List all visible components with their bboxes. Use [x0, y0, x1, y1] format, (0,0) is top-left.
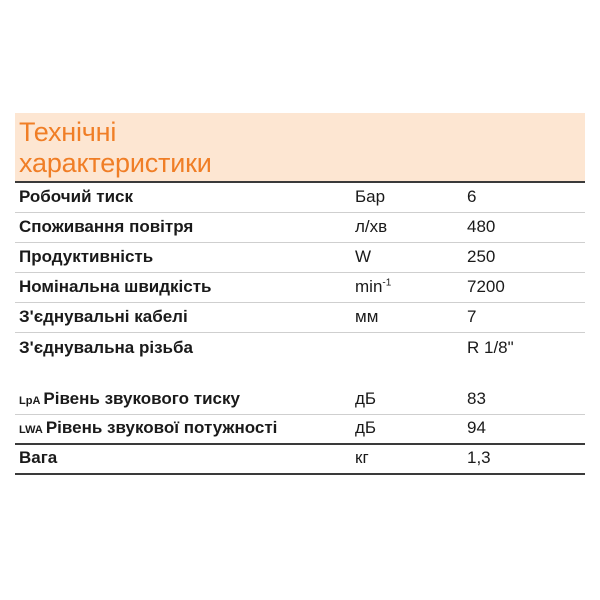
spec-value: R 1/8": [467, 338, 514, 357]
spec-unit: Бар: [355, 187, 386, 206]
spec-unit: л/хв: [355, 217, 388, 236]
spec-row-connection-cable: [15, 303, 585, 333]
spec-unit: мм: [355, 307, 379, 326]
spec-label: Споживання повітря: [19, 217, 194, 236]
spec-header: [15, 113, 585, 183]
spec-row-rated-speed: [15, 273, 585, 303]
spec-title: Технічні характеристики: [19, 117, 212, 178]
spec-label: Вага: [19, 448, 58, 467]
spec-label: Рівень звукової потужності: [45, 418, 278, 437]
spec-label: Робочий тиск: [19, 187, 133, 206]
spec-unit-exponent: -1: [382, 277, 392, 289]
spec-symbol: LpA: [19, 395, 41, 407]
spec-value: 480: [467, 217, 496, 236]
spec-value: 1,3: [467, 448, 491, 467]
spec-unit: W: [355, 247, 372, 266]
spec-label: З'єднувальна різьба: [19, 338, 193, 357]
spec-value: 7: [467, 307, 477, 326]
spec-unit: дБ: [355, 418, 377, 437]
spec-row-power: [15, 243, 585, 273]
spec-row-air-consumption: [15, 213, 585, 243]
spec-unit: [355, 277, 467, 297]
spec-label: Номінальна швидкість: [19, 277, 212, 296]
spec-row-connection-thread: [15, 333, 585, 363]
spec-value: 83: [467, 389, 486, 408]
spec-row-sound-pressure: [15, 363, 585, 415]
spec-value: 7200: [467, 277, 505, 296]
spec-value: 6: [467, 187, 477, 206]
spec-unit-base: min: [355, 277, 383, 296]
spec-unit: дБ: [355, 389, 377, 408]
spec-symbol: LWA: [19, 424, 43, 436]
spec-row-working-pressure: [15, 183, 585, 213]
spec-value: 250: [467, 247, 496, 266]
spec-label: Рівень звукового тиску: [43, 389, 240, 408]
spec-label: З'єднувальні кабелі: [19, 307, 188, 326]
spec-row-weight: [15, 445, 585, 475]
spec-table: [15, 113, 585, 475]
spec-unit: кг: [355, 448, 369, 467]
spec-label: Продуктивність: [19, 247, 154, 266]
spec-value: 94: [467, 418, 486, 437]
spec-row-sound-power: [15, 415, 585, 445]
